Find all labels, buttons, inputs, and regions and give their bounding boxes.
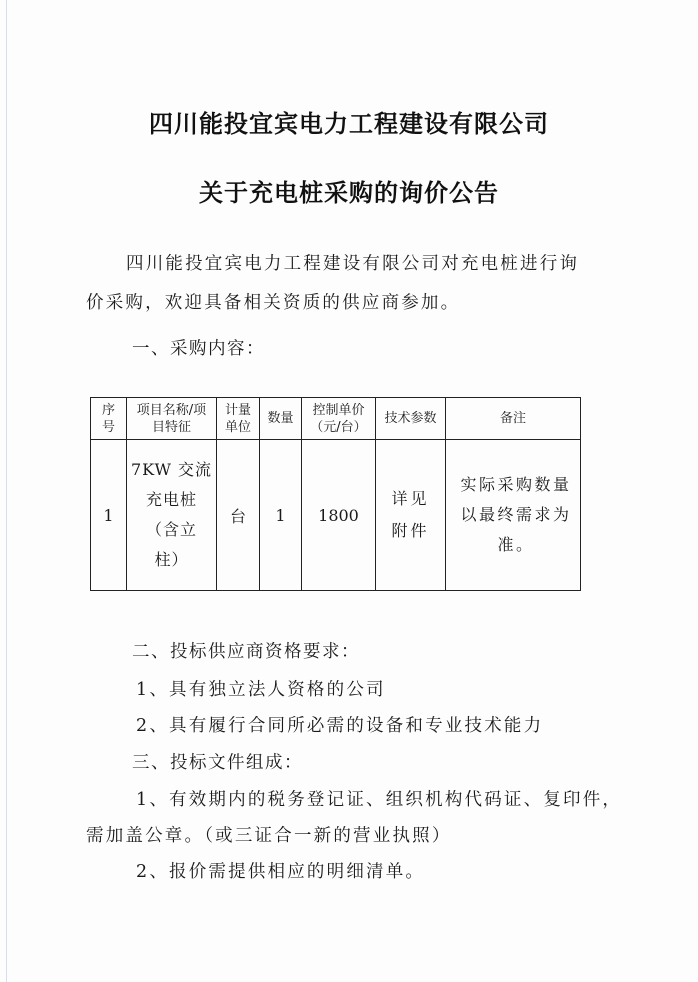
header-seq-line1: 序 [101, 402, 115, 418]
cell-tech-line1: 详见 [391, 489, 430, 508]
header-note: 备注 [446, 398, 581, 440]
cell-qty: 1 [260, 440, 302, 591]
section1-heading: 一、采购内容： [132, 339, 265, 359]
cell-item-name-line1: 7KW 交流 [130, 460, 213, 479]
header-name-line1: 项目名称/项 [136, 402, 207, 418]
header-price [302, 398, 376, 440]
header-tech: 技术参数 [376, 398, 446, 440]
header-unit-line2: 单位 [224, 419, 251, 435]
cell-note-line3: 准。 [497, 535, 535, 554]
intro-line-2: 价采购，欢迎具备相关资质的供应商参加。 [86, 293, 461, 313]
section2-item-1: 1、具有独立法人资格的公司 [136, 680, 386, 700]
cell-tech [376, 440, 446, 591]
cell-item-name [127, 440, 217, 591]
cell-note [446, 440, 581, 591]
header-name-line2: 目特征 [151, 419, 191, 435]
header-name [127, 398, 217, 440]
header-seq [91, 398, 127, 440]
header-unit-line1: 计量 [224, 402, 251, 418]
header-qty: 数量 [260, 398, 302, 440]
table-header-row [91, 398, 581, 440]
header-unit [217, 398, 260, 440]
cell-note-line1: 实际采购数量 [460, 475, 572, 494]
company-title: 四川能投宜宾电力工程建设有限公司 [149, 110, 549, 138]
cell-unit: 台 [217, 440, 260, 591]
cell-tech-line2: 附件 [391, 521, 430, 540]
notice-title: 关于充电桩采购的询价公告 [199, 179, 499, 207]
header-price-line2: （元/台） [310, 419, 367, 435]
intro-line-1: 四川能投宜宾电力工程建设有限公司对充电桩进行询 [126, 254, 580, 274]
header-price-line1: 控制单价 [312, 402, 365, 418]
section2-item-2: 2、具有履行合同所必需的设备和专业技术能力 [136, 716, 544, 736]
section3-item-2: 2、报价需提供相应的明细清单。 [136, 862, 426, 882]
page-edge [6, 0, 7, 982]
section3-item-1-line-2: 需加盖公章。（或三证合一新的营业执照） [86, 826, 452, 846]
cell-price: 1800 [302, 440, 376, 591]
header-seq-line2: 号 [101, 419, 115, 435]
cell-item-name-line2: 充电桩 [145, 490, 197, 509]
section3-heading: 三、投标文件组成： [132, 753, 303, 773]
cell-item-name-line3: （含立 [145, 520, 197, 539]
section2-heading: 二、投标供应商资格要求： [132, 642, 360, 662]
section3-item-1-line-1: 1、有效期内的税务登记证、组织机构代码证、复印件， [136, 790, 623, 810]
cell-seq: 1 [91, 440, 127, 591]
procurement-table [90, 397, 581, 591]
cell-item-name-line4: 柱） [154, 550, 189, 569]
cell-note-line2: 以最终需求为 [460, 505, 572, 524]
table-row [91, 440, 581, 591]
